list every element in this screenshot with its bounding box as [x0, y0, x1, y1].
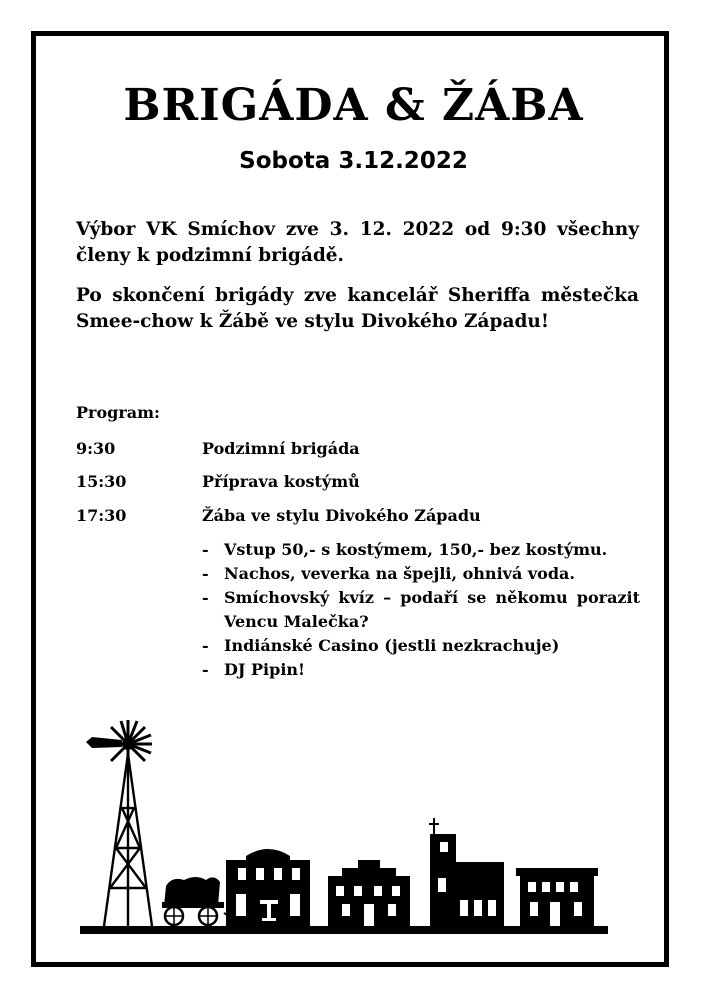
intro-paragraph: Výbor VK Smíchov zve 3. 12. 2022 od 9:30 všechny členy k podzimní brigádě. [76, 219, 639, 266]
list-item: - Vstup 50,- s kostýmem, 150,- bez kostýmu. [200, 538, 640, 562]
wagon-icon [162, 877, 232, 925]
list-item: - Smíchovský kvíz – podaří se někomu porazit Vencu Malečka? [200, 586, 640, 634]
list-item: - DJ Pipin! [200, 658, 640, 682]
saloon-building-icon [226, 849, 310, 926]
wild-west-town-illustration [80, 718, 610, 940]
program-desc: Podzimní brigáda [202, 439, 360, 458]
list-item: - Nachos, veverka na špejli, ohnivá voda. [200, 562, 640, 586]
windmill-icon [86, 720, 152, 926]
event-details-list [200, 538, 640, 682]
program-desc: Žába ve stylu Divokého Západu [202, 506, 481, 525]
program-time: 9:30 [76, 439, 116, 458]
poster-title: BRIGÁDA & ŽÁBA [123, 80, 584, 131]
program-time: 17:30 [76, 506, 127, 525]
program-desc: Příprava kostýmů [202, 472, 360, 491]
store-building-icon [516, 868, 598, 926]
townhouse-building-icon [328, 860, 410, 926]
church-building-icon [429, 818, 504, 926]
party-paragraph: Po skončení brigády zve kancelář Sheriffa městečka Smee-chow k Žábě ve stylu Divokého Západu! [76, 285, 639, 332]
list-item: - Indiánské Casino (jestli nezkrachuje) [200, 634, 640, 658]
event-date: Sobota 3.12.2022 [239, 148, 468, 174]
program-heading: Program: [76, 403, 160, 422]
program-time: 15:30 [76, 472, 127, 491]
ground-line [80, 926, 608, 934]
